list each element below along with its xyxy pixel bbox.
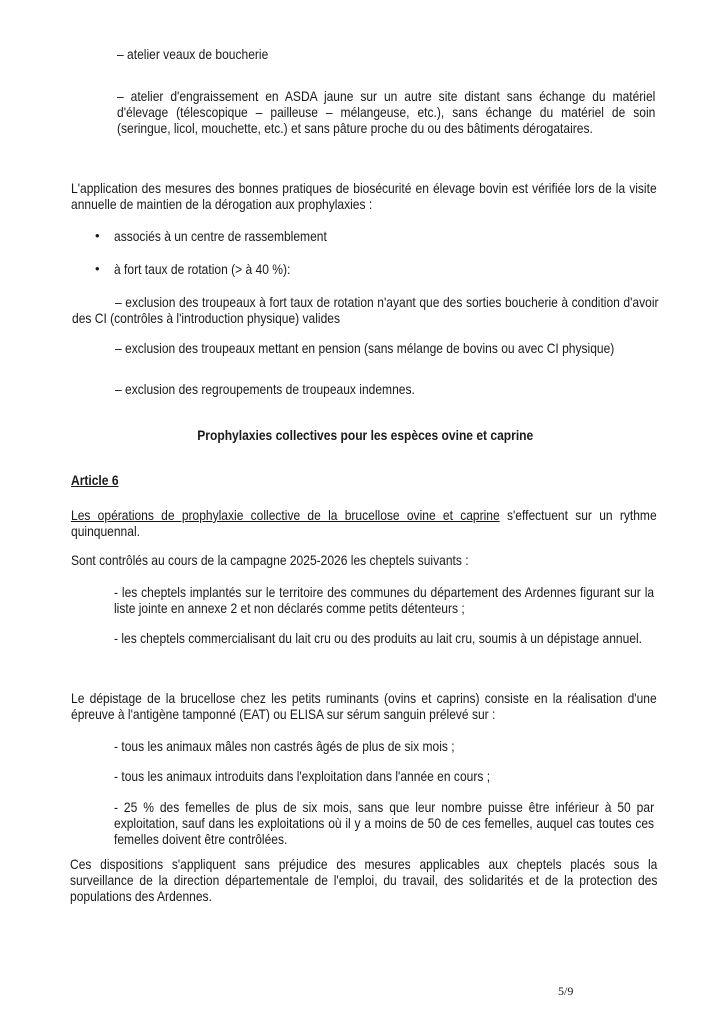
paragraph: L'application des mesures des bonnes pratiques de biosécurité en élevage bovin est vérifiée lors de la visite annuelle de maintien de la dérogation aux prophylaxies :	[71, 180, 657, 212]
list-item: - les cheptels implantés sur le territoire des communes du département des Ardennes figurant sur la liste jointe en annexe 2 et non déclarés comme petits détenteurs ;	[114, 584, 655, 616]
paragraph: Sont contrôlés au cours de la campagne 2025-2026 les cheptels suivants :	[71, 552, 469, 568]
list-item: - tous les animaux mâles non castrés âgés de plus de six mois ;	[114, 738, 455, 754]
article-title: Article 6	[71, 472, 119, 488]
page-number: 5/9	[558, 984, 574, 998]
list-item: - tous les animaux introduits dans l'exploitation dans l'année en cours ;	[114, 768, 491, 784]
section-heading: Prophylaxies collectives pour les espèces ovine et caprine	[197, 427, 534, 443]
paragraph	[71, 507, 657, 539]
paragraph: – atelier veaux de boucherie	[117, 46, 269, 62]
bullet-icon: •	[95, 261, 100, 276]
list-item: à fort taux de rotation (> à 40 %):	[114, 261, 291, 277]
paragraph: – exclusion des troupeaux à fort taux de rotation n'ayant que des sorties boucherie à condition d'avoir des CI (contrôles à l'introduction physique) valides	[72, 294, 659, 326]
paragraph: – exclusion des troupeaux mettant en pension (sans mélange de bovins ou avec CI physique)	[115, 340, 615, 356]
paragraph: Le dépistage de la brucellose chez les petits ruminants (ovins et caprins) consiste en la réalisation d'une épreuve à l'antigène tamponné (EAT) ou ELISA sur sérum sanguin prélevé sur :	[71, 690, 657, 722]
list-item: - 25 % des femelles de plus de six mois, sans que leur nombre puisse être inférieur à 50 par exploitation, sauf dans les exploitations où il y a moins de 50 de ces femelles, auquel cas toutes ces femelles doivent être contrôlées.	[114, 799, 655, 847]
list-item: - les cheptels commercialisant du lait cru ou des produits au lait cru, soumis à un dépistage annuel.	[114, 630, 643, 646]
list-item: associés à un centre de rassemblement	[114, 228, 327, 244]
paragraph: – exclusion des regroupements de troupeaux indemnes.	[115, 381, 415, 397]
underlined-text: Les opérations de prophylaxie collective de la brucellose ovine et caprine	[71, 507, 500, 523]
text: s'effectuent sur un rythme quinquennal.	[71, 507, 657, 539]
paragraph: Ces dispositions s'appliquent sans préjudice des mesures applicables aux cheptels placés sous la surveillance de la direction départementale de l'emploi, du travail, des solidarités et de la protection des populations des Ardennes.	[70, 856, 658, 904]
bullet-icon: •	[95, 228, 100, 243]
paragraph: – atelier d'engraissement en ASDA jaune sur un autre site distant sans échange du matériel d'élevage (télescopique – pailleuse – mélangeuse, etc.), sans échange du matériel de soin (seringue, licol, mouchette, etc.) et sans pâture proche du ou des bâtiments dérogataires.	[117, 88, 656, 136]
